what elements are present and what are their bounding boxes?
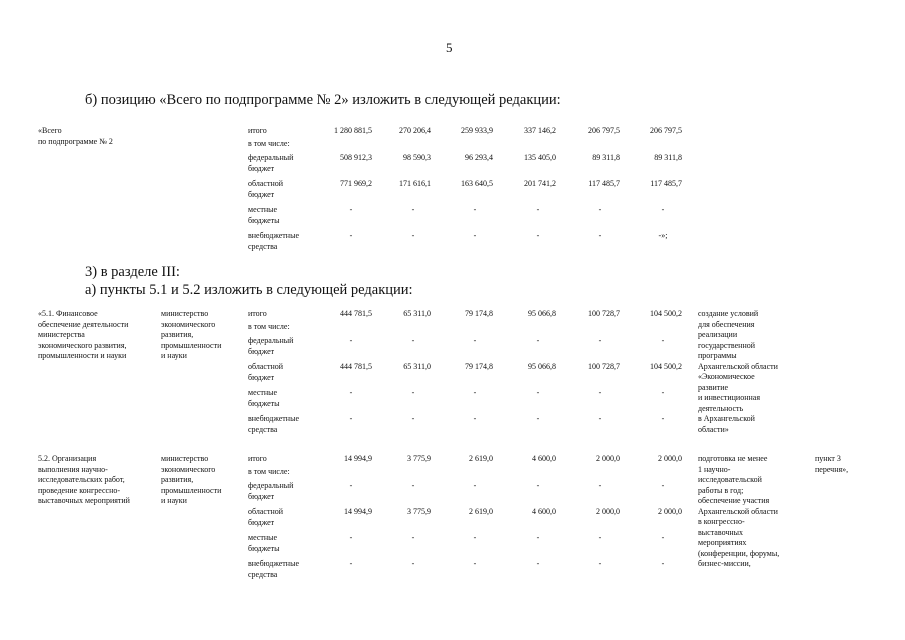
measure-dash: - (473, 559, 477, 568)
table1-value: 98 590,3 (403, 153, 431, 162)
measure-value: 4 600,0 (532, 507, 556, 516)
table1-row-label: в том числе: (248, 139, 290, 148)
table1-row-label: областной бюджет (248, 179, 284, 199)
measure-result: создание условий для обеспечения реализации государственной программы Архангельской области «Экономическое развитие и инвестиционная деятельность в Архангельской области» (698, 309, 778, 434)
measure-dash: - (473, 414, 477, 423)
measure-result: подготовка не менее 1 научно- исследовательской работы в год; обеспечение участия Архангельской области в конгрессно- выставочных мероприятиях (конференции, форумы, бизнес-миссии, (698, 454, 780, 568)
table1-dash: - (411, 231, 415, 240)
measure-row-label: местные бюджеты (248, 533, 280, 553)
measure-value: 2 619,0 (469, 507, 493, 516)
measure-value: 3 775,9 (407, 454, 431, 463)
measure-value: 104 500,2 (650, 362, 682, 371)
measure-dash: - (411, 559, 415, 568)
measure-value: 444 781,5 (340, 309, 372, 318)
table1-value: 89 311,8 (592, 153, 620, 162)
measure-executor: министерство экономического развития, промышленности и науки (161, 309, 222, 360)
measure-dash: - (473, 388, 477, 397)
measure-dash: - (411, 414, 415, 423)
measure-dash: - (349, 414, 353, 423)
table1-value: 508 912,3 (340, 153, 372, 162)
measure-row-label: в том числе: (248, 467, 290, 476)
measure-value: 3 775,9 (407, 507, 431, 516)
measure-dash: - (661, 388, 665, 397)
table1-row-label: местные бюджеты (248, 205, 280, 225)
table1-row-label: внебюджетные средства (248, 231, 299, 251)
measure-value: 4 600,0 (532, 454, 556, 463)
table1-value: 206 797,5 (650, 126, 682, 135)
table1-dash: - (661, 205, 665, 214)
measure-executor: министерство экономического развития, промышленности и науки (161, 454, 222, 505)
table1-value: 135 405,0 (524, 153, 556, 162)
measure-value: 2 000,0 (658, 454, 682, 463)
measure-row-label: федеральный бюджет (248, 481, 294, 501)
measure-dash: - (661, 414, 665, 423)
measure-row-label: внебюджетные средства (248, 414, 299, 434)
measure-dash: - (536, 533, 540, 542)
measure-row-label: итого (248, 309, 267, 318)
measure-dash: - (598, 559, 602, 568)
table1-dash: - (536, 205, 540, 214)
measure-dash: - (536, 559, 540, 568)
table1-value: 96 293,4 (465, 153, 493, 162)
table1-dash: - (473, 231, 477, 240)
measure-dash: - (473, 533, 477, 542)
measure-value: 100 728,7 (588, 309, 620, 318)
table1-dash: - (598, 231, 602, 240)
measure-dash: - (349, 559, 353, 568)
measure-dash: - (598, 388, 602, 397)
measure-row-label: внебюджетные средства (248, 559, 299, 579)
table1-dash: - (473, 205, 477, 214)
table1-value: 337 146,2 (524, 126, 556, 135)
measure-row-label: областной бюджет (248, 507, 284, 527)
measure-dash: - (536, 414, 540, 423)
table1-dash: -»; (658, 231, 668, 240)
measure-value: 104 500,2 (650, 309, 682, 318)
table1-value: 259 933,9 (461, 126, 493, 135)
table1-value: 163 640,5 (461, 179, 493, 188)
table1-value: 117 485,7 (650, 179, 682, 188)
table1-value: 206 797,5 (588, 126, 620, 135)
measure-dash: - (661, 336, 665, 345)
measure-value: 2 000,0 (596, 507, 620, 516)
measure-dash: - (349, 388, 353, 397)
measure-value: 100 728,7 (588, 362, 620, 371)
measure-dash: - (661, 481, 665, 490)
measure-dash: - (473, 481, 477, 490)
measure-dash: - (411, 388, 415, 397)
measure-dash: - (411, 481, 415, 490)
heading-b: б) позицию «Всего по подпрограмме № 2» изложить в следующей редакции: (85, 92, 561, 108)
measure-dash: - (536, 481, 540, 490)
measure-value: 2 000,0 (658, 507, 682, 516)
measure-dash: - (598, 414, 602, 423)
measure-dash: - (411, 336, 415, 345)
measure-dash: - (349, 533, 353, 542)
measure-value: 79 174,8 (465, 309, 493, 318)
measure-dash: - (536, 336, 540, 345)
measure-name: 5.2. Организация выполнения научно- исследовательских работ, проведение конгрессно- выставочных мероприятий (38, 454, 130, 505)
measure-row-label: в том числе: (248, 322, 290, 331)
table1-value: 89 311,8 (654, 153, 682, 162)
measure-value: 2 000,0 (596, 454, 620, 463)
table1-row-label: итого (248, 126, 267, 135)
measure-value: 14 994,9 (344, 454, 372, 463)
table1-dash: - (536, 231, 540, 240)
measure-row-label: федеральный бюджет (248, 336, 294, 356)
measure-dash: - (598, 336, 602, 345)
measure-value: 79 174,8 (465, 362, 493, 371)
measure-dash: - (598, 533, 602, 542)
table1-row-label: федеральный бюджет (248, 153, 294, 173)
table1-dash: - (411, 205, 415, 214)
measure-value: 444 781,5 (340, 362, 372, 371)
measure-value: 65 311,0 (403, 362, 431, 371)
measure-dash: - (349, 481, 353, 490)
measure-dash: - (349, 336, 353, 345)
measure-row-label: местные бюджеты (248, 388, 280, 408)
measure-dash: - (411, 533, 415, 542)
table1-name: «Всего по подпрограмме № 2 (38, 126, 113, 146)
page-number: 5 (446, 40, 453, 55)
table1-value: 1 280 881,5 (334, 126, 372, 135)
table1-value: 771 969,2 (340, 179, 372, 188)
table1-value: 117 485,7 (588, 179, 620, 188)
measure-dash: - (661, 559, 665, 568)
table1-dash: - (598, 205, 602, 214)
measure-dash: - (536, 388, 540, 397)
table1-value: 171 616,1 (399, 179, 431, 188)
heading-section-3: 3) в разделе III: (85, 264, 180, 280)
measure-dash: - (473, 336, 477, 345)
measure-value: 2 619,0 (469, 454, 493, 463)
measure-row-label: итого (248, 454, 267, 463)
measure-dash: - (598, 481, 602, 490)
table1-dash: - (349, 231, 353, 240)
measure-value: 95 066,8 (528, 309, 556, 318)
heading-a: а) пункты 5.1 и 5.2 изложить в следующей редакции: (85, 282, 413, 298)
table1-value: 270 206,4 (399, 126, 431, 135)
measure-dash: - (661, 533, 665, 542)
measure-value: 95 066,8 (528, 362, 556, 371)
table1-dash: - (349, 205, 353, 214)
measure-reference: пункт 3 перечня», (815, 454, 849, 474)
measure-row-label: областной бюджет (248, 362, 284, 382)
measure-value: 14 994,9 (344, 507, 372, 516)
measure-name: «5.1. Финансовое обеспечение деятельности министерства экономического развития, промышленности и науки (38, 309, 129, 360)
measure-value: 65 311,0 (403, 309, 431, 318)
table1-value: 201 741,2 (524, 179, 556, 188)
